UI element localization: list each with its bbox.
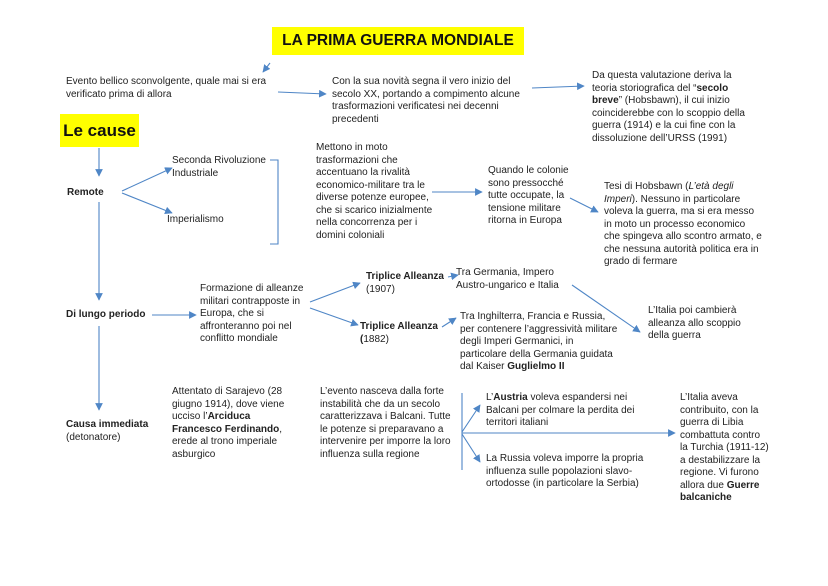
imperialismo: Imperialismo [167, 214, 224, 225]
arrow-evento-to-russia [462, 434, 480, 462]
page-title: LA PRIMA GUERRA MONDIALE [272, 27, 524, 55]
italia-cambia-alleanza: L’Italia poi cambierà alleanza allo scoppio della guerra [648, 305, 741, 341]
novelty-description: Con la sua novità segna il vero inizio del secolo XX, portando a compimento alcune trasformazioni verificatesi nei decenni precedenti [332, 76, 520, 125]
alleanze-description: Formazione di alleanze militari contrapposte in Europa, che si affronteranno poi nel conflitto mondiale [200, 283, 304, 344]
arrow-remote-to-seconda [122, 168, 172, 191]
causa-immediata-label: Causa immediata (detonatore) [66, 419, 149, 443]
instabilita-balcani: L’evento nasceva dalla forte instabilità che da un secolo caratterizzava i Balcani. Tutte le potenze si preparavano a intervenire per imporre la loro influenza sulla regione [320, 386, 451, 460]
attentato-sarajevo: Attentato di Sarajevo (28 giugno 1914), dove viene ucciso l’Arciduca Francesco Ferdinando, erede al trono imperiale asburgico [172, 386, 285, 460]
hobsbawn-thesis: Tesi di Hobsbawn (L’età degli Imperi). Nessuno in particolare voleva la guerra, ma si era messo in moto un processo economico che spingeva allo scontro armato, e che nessuna autorità politica era in grado di fermare [604, 181, 762, 267]
russia-ambition: La Russia voleva imporre la propria influenza sulle popolazioni slavo-ortodosse (in particolare la Serbia) [486, 453, 644, 489]
colonie-note: Quando le colonie sono pressocché tutte occupate, la tensione militare ritorna in Europa [488, 165, 569, 226]
austria-ambition: L’Austria voleva espandersi nei Balcani per colmare la perdita dei territori italiani [486, 392, 635, 428]
inghilterra-alliance: Tra Inghilterra, Francia e Russia, per contenere l’aggressività militare degli Imperi Germanici, in particolare della Germania guidata dal Kaiser Guglielmo II [460, 311, 618, 372]
arrow-triplice2-to-inghilterra [442, 318, 456, 327]
remote-label: Remote [67, 187, 104, 198]
arrow-event-to-novelty [278, 92, 326, 94]
causes-heading: Le cause [60, 114, 139, 147]
secolo-breve-note: Da questa valutazione deriva la teoria storiografica del “secolo breve” (Hobsbawn), il cui inizio coinciderebbe con lo scoppio della guerra (1914) e la cui fine con la dissoluzione dell’URSS (1991) [592, 70, 745, 144]
triplice-alleanza-1882: Triplice Alleanza (1882) [360, 321, 438, 345]
italia-libia: L’Italia aveva contribuito, con la guerra di Libia combattuta contro la Turchia (1911-12) a destabilizzare la regione. Vi furono allora due Guerre balcaniche [680, 392, 769, 503]
germania-alliance: Tra Germania, Impero Austro-ungarico e Italia [456, 267, 559, 291]
triplice-alleanza-1907: Triplice Alleanza (1907) [366, 271, 444, 295]
arrow-remote-to-imperialismo [122, 193, 172, 213]
seconda-rivoluzione: Seconda Rivoluzione Industriale [172, 155, 266, 179]
lungo-periodo-label: Di lungo periodo [66, 309, 146, 320]
arrow-title-down [263, 63, 270, 72]
moto-trasformazioni: Mettono in moto trasformazioni che accentuano la rivalità economico-militare tra le diverse potenze europee, che si scarico inizialmente nella concorrenza per i domini coloniali [316, 142, 433, 241]
event-description: Evento bellico sconvolgente, quale mai si era verificato prima di allora [66, 76, 267, 100]
arrow-evento-to-austria [462, 405, 480, 432]
